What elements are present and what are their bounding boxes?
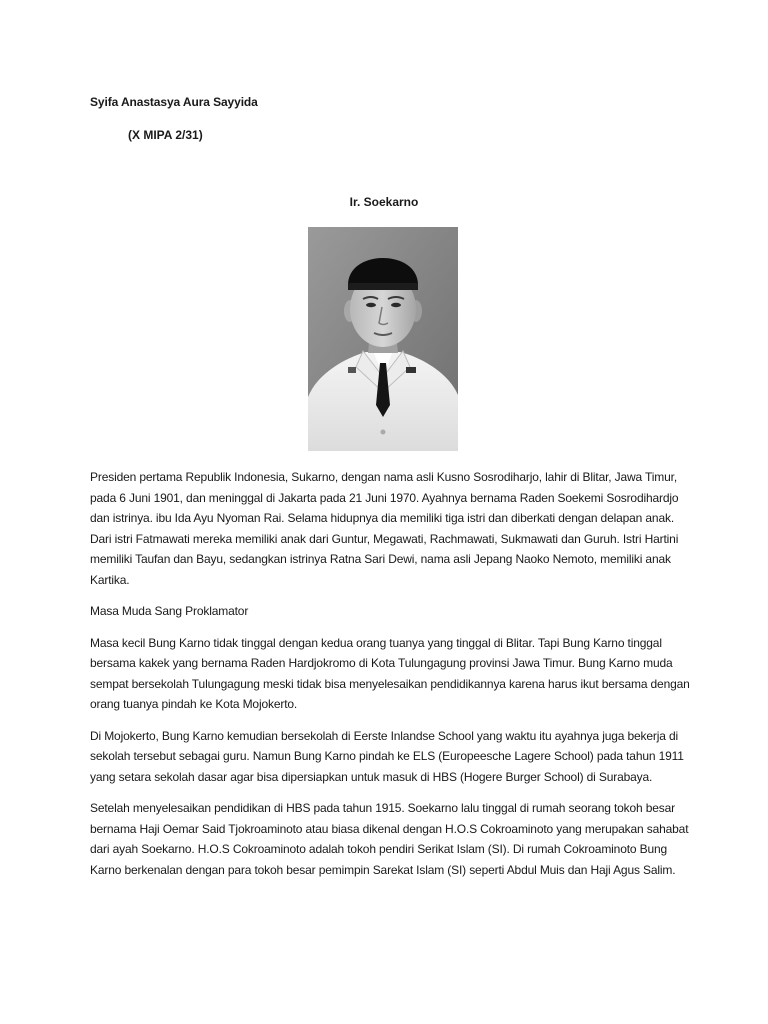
student-class: (X MIPA 2/31) <box>128 128 203 142</box>
portrait-illustration <box>308 227 458 451</box>
author-name: Syifa Anastasya Aura Sayyida <box>90 95 258 109</box>
document-body <box>90 467 690 891</box>
paragraph-surabaya: Setelah menyelesaikan pendidikan di HBS pada tahun 1915. Soekarno lalu tinggal di rumah seorang tokoh besar bernama Haji Oemar Said Tjokroaminoto atau biasa dikenal dengan H.O.S Cokroaminoto yang merupakan sahabat dari ayah Soekarno. H.O.S Cokroaminoto adalah tokoh pendiri Serikat Islam (SI). Di rumah Cokroaminoto Bung Karno berkenalan dengan para tokoh besar pemimpin Sarekat Islam (SI) seperti Abdul Muis dan Haji Agus Salim. <box>90 801 689 877</box>
document-title: Ir. Soekarno <box>349 195 419 209</box>
paragraph-mojokerto: Di Mojokerto, Bung Karno kemudian bersekolah di Eerste Inlandse School yang waktu itu ayahnya juga bekerja di sekolah tersebut sebagai guru. Namun Bung Karno pindah ke ELS (Europeesche Lagere School) pada tahun 1911 yang setara sekolah dasar agar bisa dipersiapkan untuk masuk di HBS (Hogere Burger School) di Surabaya. <box>90 728 684 784</box>
portrait-photo <box>308 227 458 451</box>
paragraph-childhood: Masa kecil Bung Karno tidak tinggal dengan kedua orang tuanya yang tinggal di Blitar. Tapi Bung Karno tinggal bersama kakek yang bernama Raden Hardjokromo di Kota Tulungagung provinsi Jawa Timur. Bung Karno muda sempat bersekolah Tulungagung meski tidak bisa menyelesaikan pendidikannya karena harus ikut bersama dengan orang tuanya pindah ke Kota Mojokerto. <box>90 635 690 711</box>
section-heading: Masa Muda Sang Proklamator <box>90 604 249 618</box>
paragraph-biography: Presiden pertama Republik Indonesia, Sukarno, dengan nama asli Kusno Sosrodiharjo, lahir di Blitar, Jawa Timur, pada 6 Juni 1901, dan meninggal di Jakarta pada 21 Juni 1970. Ayahnya bernama Raden Soekemi Sosrodihardjo dan istrinya. ibu Ida Ayu Nyoman Rai. Selama hidupnya dia memiliki tiga istri dan diberkati dengan delapan anak. Dari istri Fatmawati mereka memiliki anak dari Guntur, Megawati, Rachmawati, Sukmawati dan Guruh. Istri Hartini memiliki Taufan dan Bayu, sedangkan istrinya Ratna Sari Dewi, nama asli Jepang Naoko Nemoto, memiliki anak Kartika. <box>90 470 679 587</box>
